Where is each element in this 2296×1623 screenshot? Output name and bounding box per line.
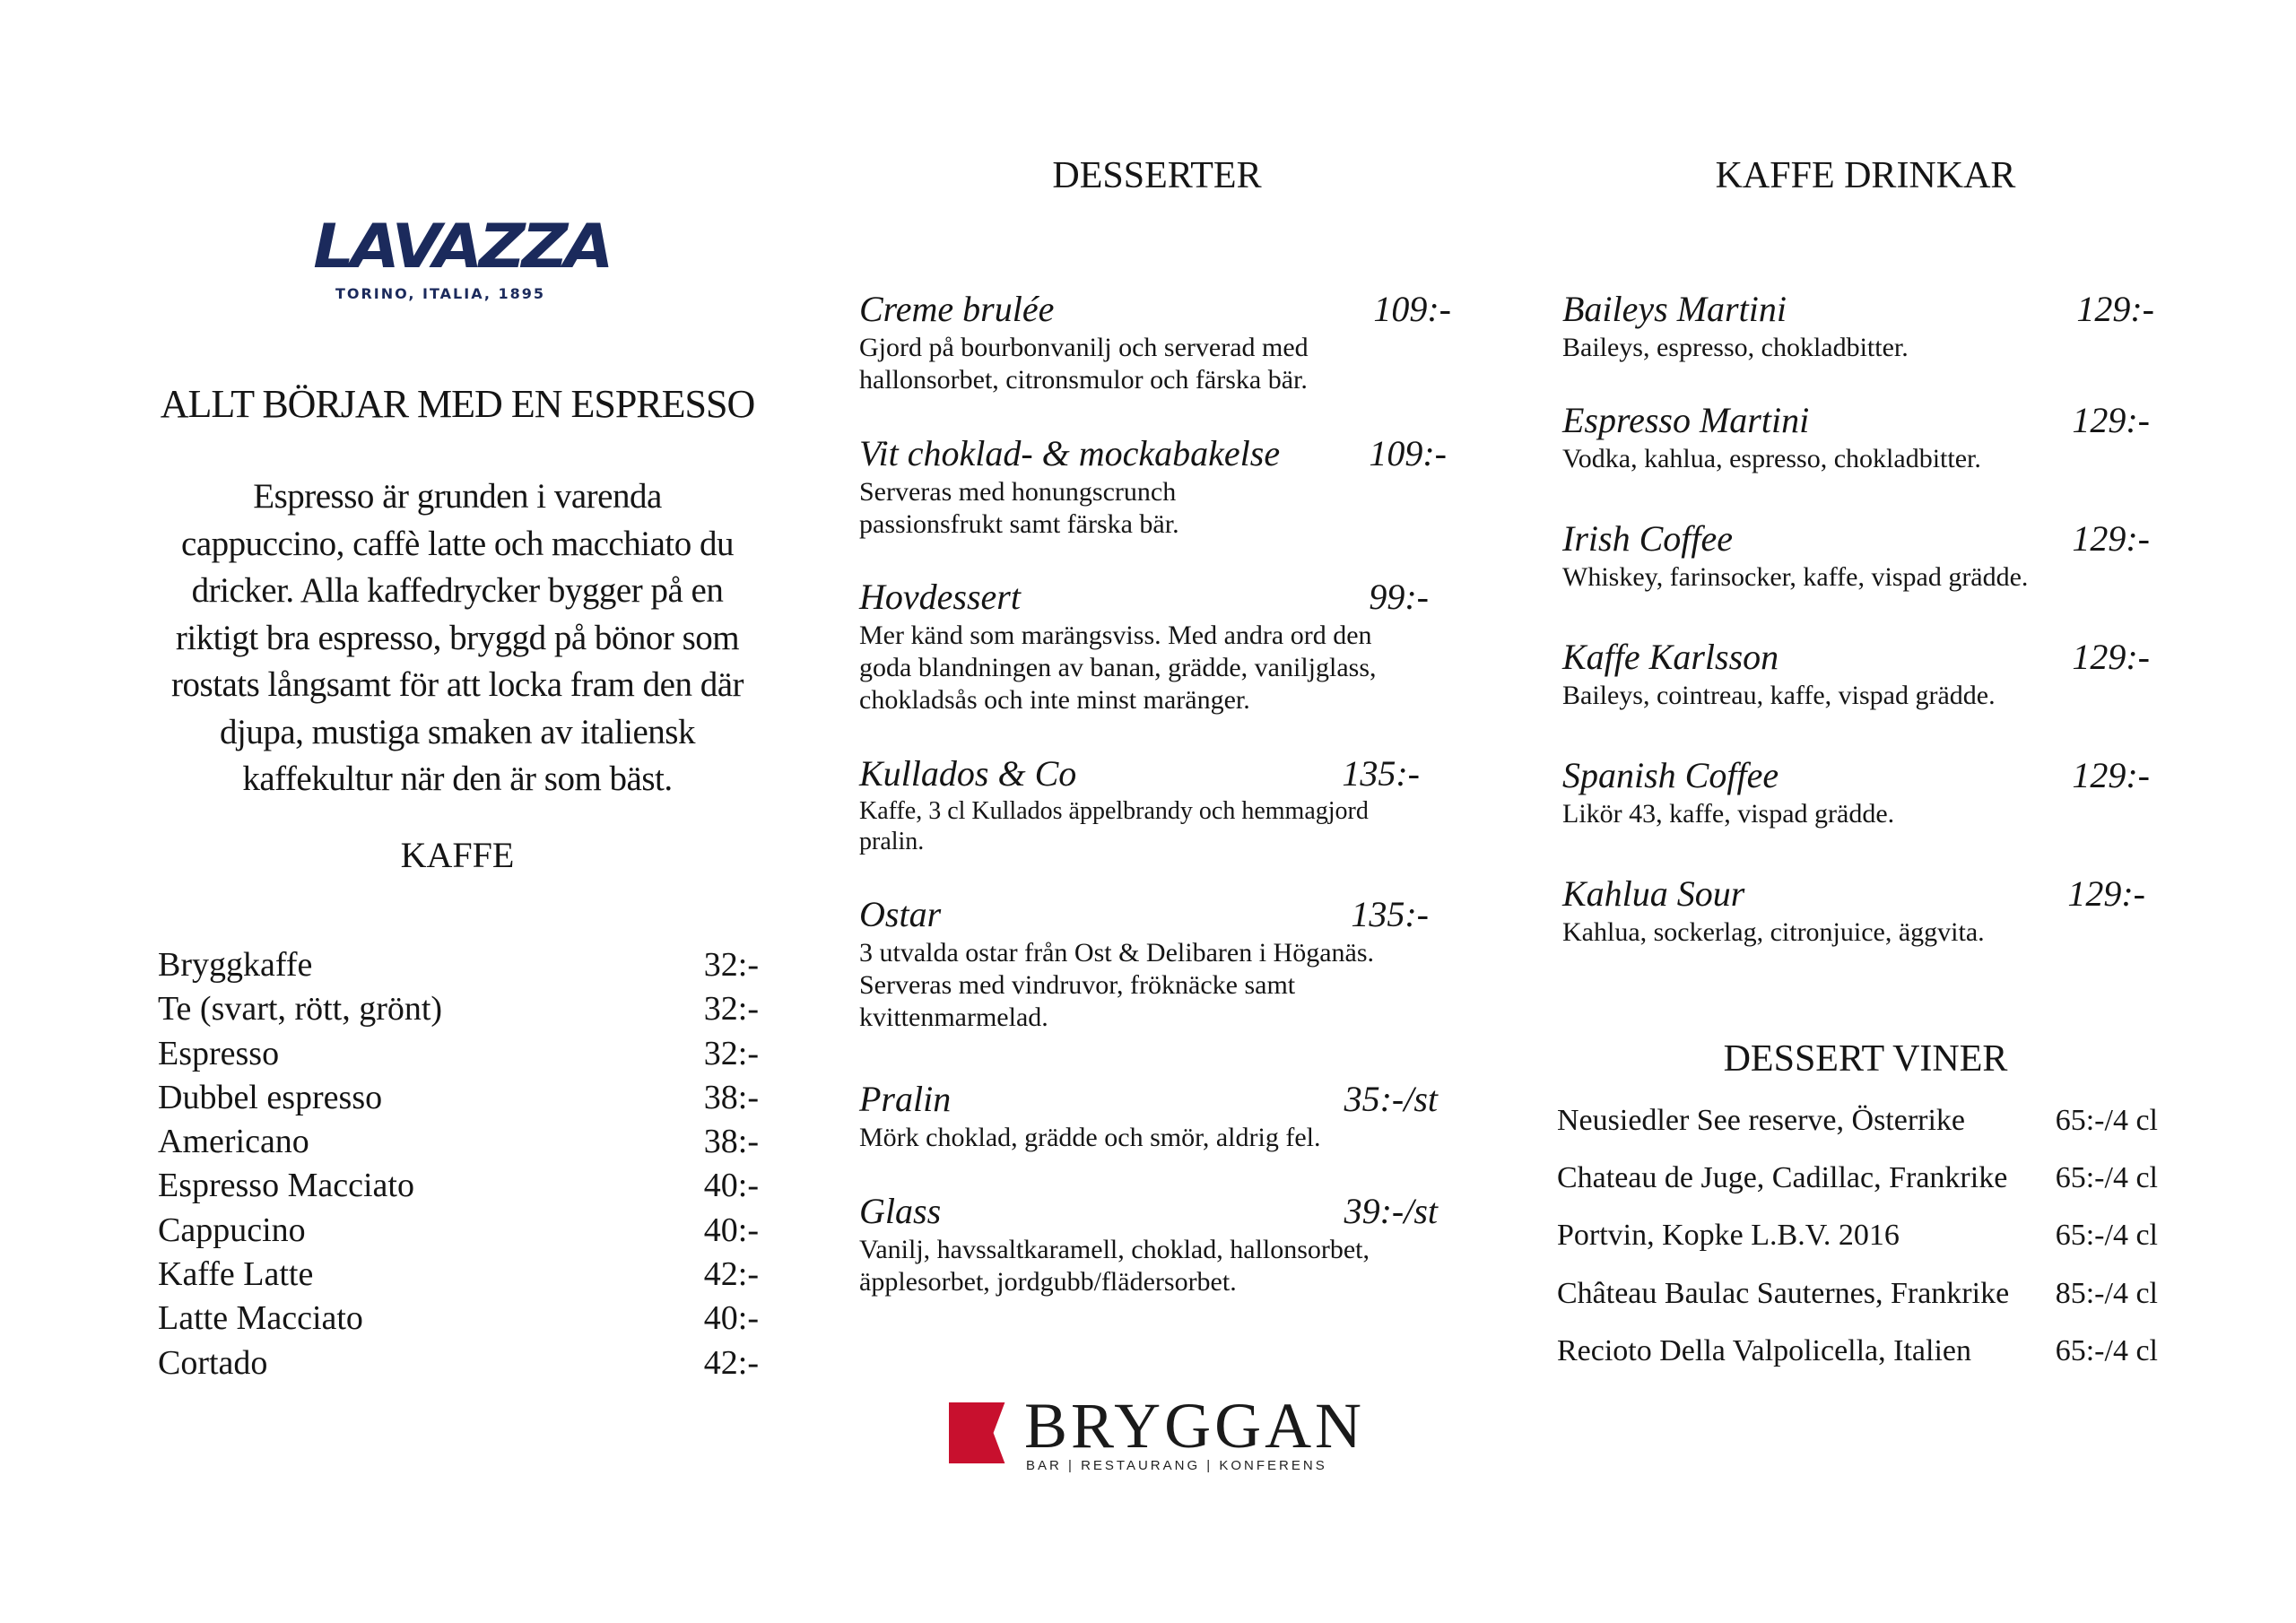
kaffe-item-price: 38:- <box>703 1078 759 1116</box>
kaffe-list <box>158 943 759 1385</box>
dessert-price: 35:-/st <box>1344 1079 1438 1119</box>
drink-item <box>1562 637 2150 712</box>
desserter-heading: DESSERTER <box>1052 155 1262 196</box>
dessert-desc-line: goda blandningen av banan, grädde, vaniljglass, <box>859 653 1377 682</box>
dessert-item <box>859 1079 1456 1154</box>
intro-line: kaffekultur när den är som bäst. <box>242 759 673 798</box>
dessert-price: 109:- <box>1369 433 1447 473</box>
dessert-desc-line: pralin. <box>859 828 925 855</box>
kaffe-item <box>158 1076 759 1120</box>
kaffe-item-name: Te (svart, rött, grönt) <box>158 990 443 1028</box>
wine-name: Chateau de Juge, Cadillac, Frankrike <box>1557 1161 2008 1194</box>
intro-line: cappuccino, caffè latte och macchiato du <box>181 524 734 563</box>
dessert-name: Pralin <box>859 1079 952 1119</box>
kaffe-item <box>158 987 759 1031</box>
drink-item <box>1562 873 2145 949</box>
dessert-desc-line: Mörk choklad, grädde och smör, aldrig fel. <box>859 1123 1321 1152</box>
kaffe-item-price: 42:- <box>703 1343 759 1382</box>
drink-item <box>1562 755 2150 830</box>
kaffe-item-name: Bryggkaffe <box>158 946 313 984</box>
dessert-item <box>859 433 1456 541</box>
kaffe-item-price: 32:- <box>703 990 759 1028</box>
wine-price: 65:-/4 cl <box>2055 1219 2158 1252</box>
kaffe-item-name: Cappucino <box>158 1211 306 1249</box>
kaffe-item-price: 38:- <box>703 1123 759 1161</box>
drink-price: 129:- <box>2072 518 2150 559</box>
intro-line: riktigt bra espresso, bryggd på bönor som <box>175 618 740 657</box>
drink-name: Irish Coffee <box>1562 518 1733 559</box>
dessert-name: Hovdessert <box>859 577 1021 617</box>
dessert-price: 99:- <box>1369 577 1429 617</box>
dessert-price: 135:- <box>1342 753 1420 794</box>
kaffe-item <box>158 1253 759 1297</box>
kaffe-item <box>158 1341 759 1385</box>
wine-item <box>1557 1332 2158 1371</box>
drink-item <box>1562 400 2150 475</box>
wine-name: Neusiedler See reserve, Österrike <box>1557 1104 1966 1137</box>
drink-desc: Baileys, cointreau, kaffe, vispad grädde. <box>1562 681 1996 710</box>
kaffe-item-price: 32:- <box>703 946 759 984</box>
drink-desc: Vodka, kahlua, espresso, chokladbitter. <box>1562 444 1981 473</box>
dessert-name: Glass <box>859 1191 942 1231</box>
dessert-item <box>859 289 1456 396</box>
kaffe-drinkar-heading: KAFFE DRINKAR <box>1715 155 2016 196</box>
intro-line: Espresso är grunden i varenda <box>253 477 662 516</box>
lavazza-wordmark: LAVAZZA <box>313 212 611 282</box>
drink-price: 129:- <box>2072 755 2150 795</box>
wine-name: Château Baulac Sauternes, Frankrike <box>1557 1277 2010 1310</box>
wine-price: 85:-/4 cl <box>2055 1277 2158 1310</box>
kaffe-item-price: 42:- <box>703 1255 759 1294</box>
lavazza-tagline: TORINO, ITALIA, 1895 <box>335 285 546 302</box>
drink-price: 129:- <box>2067 873 2145 914</box>
dessert-desc-line: Gjord på bourbonvanilj och serverad med <box>859 333 1309 362</box>
dessert-desc-line: Serveras med vindruvor, fröknäcke samt <box>859 970 1296 1000</box>
dessert-desc-line: hallonsorbet, citronsmulor och färska bär. <box>859 365 1308 395</box>
dessert-desc-line: Serveras med honungscrunch <box>859 477 1177 507</box>
wine-price: 65:-/4 cl <box>2055 1161 2158 1194</box>
kaffe-item <box>158 1032 759 1076</box>
wine-item <box>1557 1274 2158 1314</box>
dessert-desc-line: Vanilj, havssaltkaramell, choklad, hallonsorbet, <box>859 1235 1370 1264</box>
kaffe-item <box>158 1209 759 1253</box>
espresso-intro <box>139 473 776 803</box>
dessert-desc-line: kvittenmarmelad. <box>859 1002 1048 1032</box>
wine-name: Recioto Della Valpolicella, Italien <box>1557 1334 1971 1367</box>
dessert-price: 109:- <box>1373 289 1451 329</box>
dessert-name: Vit choklad- & mockabakelse <box>859 433 1281 473</box>
kaffe-item-name: Dubbel espresso <box>158 1078 383 1116</box>
kaffe-item-name: Latte Macciato <box>158 1299 363 1338</box>
dessert-desc-line: äpplesorbet, jordgubb/flädersorbet. <box>859 1267 1237 1297</box>
dessert-item <box>859 1191 1456 1298</box>
dessert-name: Kullados & Co <box>859 753 1077 794</box>
lavazza-logo <box>313 212 611 302</box>
kaffe-item-name: Cortado <box>158 1343 268 1382</box>
bryggan-mark-icon <box>949 1402 1021 1463</box>
dessert-item <box>859 577 1456 716</box>
dessert-desc-line: passionsfrukt samt färska bär. <box>859 509 1179 539</box>
wine-price: 65:-/4 cl <box>2055 1104 2158 1137</box>
drink-price: 129:- <box>2072 637 2150 677</box>
dessert-item <box>859 894 1456 1034</box>
kaffe-heading: KAFFE <box>400 835 515 875</box>
wine-item <box>1557 1101 2158 1141</box>
drink-item <box>1562 289 2154 364</box>
drink-desc: Kahlua, sockerlag, citronjuice, äggvita. <box>1562 917 1985 947</box>
kaffe-item-price: 32:- <box>703 1034 759 1072</box>
bryggan-tagline: BAR | RESTAURANG | KONFERENS <box>1026 1458 1327 1473</box>
dessert-price: 135:- <box>1351 894 1429 934</box>
dessert-viner-heading: DESSERT VINER <box>1723 1038 2008 1080</box>
drink-desc: Baileys, espresso, chokladbitter. <box>1562 333 1909 362</box>
dessert-item <box>859 753 1456 857</box>
espresso-heading: ALLT BÖRJAR MED EN ESPRESSO <box>160 382 755 426</box>
kaffe-item-name: Espresso Macciato <box>158 1167 414 1205</box>
kaffe-item-price: 40:- <box>703 1211 759 1249</box>
intro-line: dricker. Alla kaffedrycker bygger på en <box>191 571 724 610</box>
wine-name: Portvin, Kopke L.B.V. 2016 <box>1557 1219 1900 1252</box>
drink-desc: Likör 43, kaffe, vispad grädde. <box>1562 799 1895 829</box>
drink-name: Kahlua Sour <box>1562 873 1745 914</box>
kaffe-item-name: Kaffe Latte <box>158 1255 314 1294</box>
wine-item <box>1557 1159 2158 1198</box>
drink-name: Baileys Martini <box>1562 289 1787 329</box>
bryggan-wordmark: BRYGGAN <box>1024 1390 1366 1462</box>
dessert-desc-line: Mer känd som marängsviss. Med andra ord den <box>859 621 1372 650</box>
kaffe-item-name: Americano <box>158 1123 309 1161</box>
drink-item <box>1562 518 2150 594</box>
kaffe-item <box>158 1120 759 1164</box>
wine-item <box>1557 1216 2158 1255</box>
drink-name: Spanish Coffee <box>1562 755 1779 795</box>
dessert-name: Creme brulée <box>859 289 1055 329</box>
drink-name: Kaffe Karlsson <box>1562 637 1779 677</box>
kaffe-item-price: 40:- <box>703 1167 759 1205</box>
kaffe-item <box>158 943 759 987</box>
dessert-desc-line: 3 utvalda ostar från Ost & Delibaren i Höganäs. <box>859 938 1374 968</box>
dessert-desc-line: chokladsås och inte minst maränger. <box>859 685 1250 715</box>
dessert-price: 39:-/st <box>1344 1191 1438 1231</box>
kaffe-item-name: Espresso <box>158 1034 280 1072</box>
intro-line: djupa, mustiga smaken av italiensk <box>220 712 695 751</box>
wine-price: 65:-/4 cl <box>2055 1334 2158 1367</box>
dessert-name: Ostar <box>859 894 942 934</box>
drink-price: 129:- <box>2072 400 2150 440</box>
drink-desc: Whiskey, farinsocker, kaffe, vispad grädde. <box>1562 562 2029 592</box>
drink-price: 129:- <box>2076 289 2154 329</box>
kaffe-item <box>158 1297 759 1341</box>
kaffe-item-price: 40:- <box>703 1299 759 1338</box>
dessert-desc-line: Kaffe, 3 cl Kullados äppelbrandy och hemmagjord <box>859 797 1369 825</box>
drink-name: Espresso Martini <box>1562 400 1810 440</box>
kaffe-item <box>158 1164 759 1208</box>
bryggan-logo <box>949 1390 1366 1473</box>
intro-line: rostats långsamt för att locka fram den där <box>170 665 744 704</box>
